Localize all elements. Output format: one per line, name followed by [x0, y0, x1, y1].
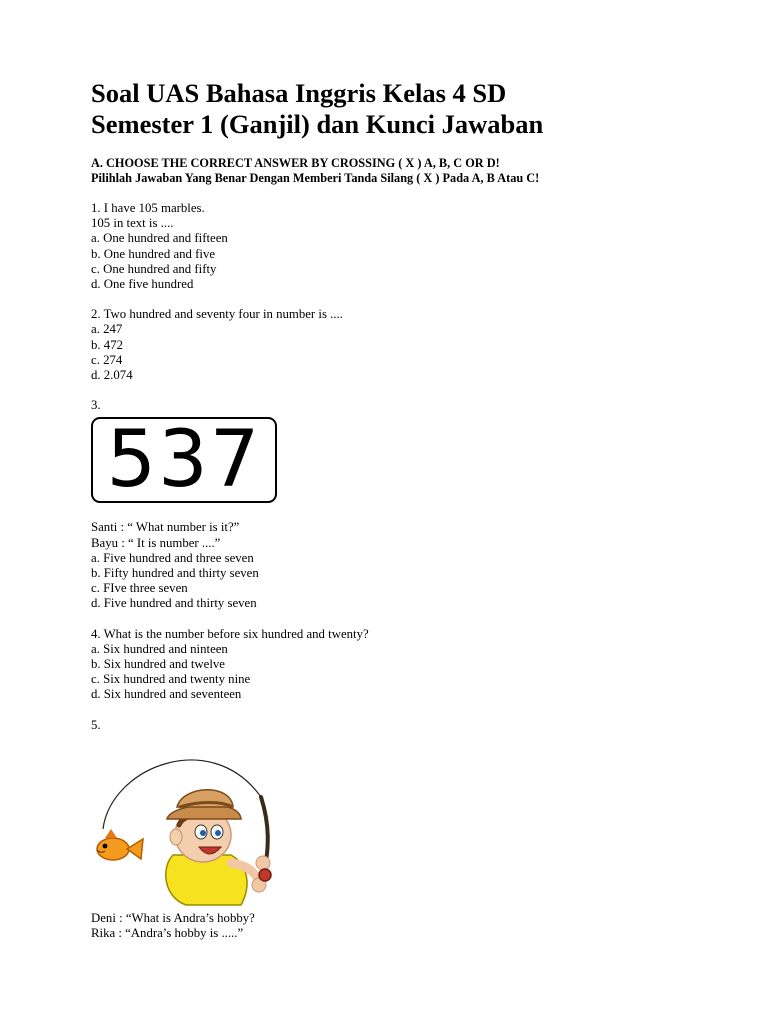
instructions: [91, 156, 731, 186]
question-3-dialog-santi: Santi : “ What number is it?”: [91, 520, 240, 535]
question-1-stem: 1. I have 105 marbles.: [91, 201, 205, 215]
question-4: [91, 627, 731, 703]
question-4-option-c: c. Six hundred and twenty nine: [91, 672, 251, 687]
question-1-option-c: c. One hundred and fifty: [91, 261, 217, 276]
fish-icon: [97, 829, 143, 860]
question-3-option-c: c. FIve three seven: [91, 581, 188, 596]
question-2-option-c: c. 274: [91, 352, 123, 367]
question-1-option-d: d. One five hundred: [91, 277, 194, 292]
question-5-number: 5.: [91, 717, 101, 732]
question-2-option-b: b. 472: [91, 337, 123, 352]
instruction-english: A. CHOOSE THE CORRECT ANSWER BY CROSSING ( X ) A, B, C OR D!: [91, 156, 500, 170]
question-1-prompt: 105 in text is ....: [91, 216, 174, 231]
question-1: [91, 201, 731, 292]
question-2: [91, 307, 731, 383]
instruction-indonesian: Pilihlah Jawaban Yang Benar Dengan Memberi Tanda Silang ( X ) Pada A, B Atau C!: [91, 171, 540, 185]
boy-fishing-illustration: [91, 737, 281, 907]
question-2-option-a: a. 247: [91, 322, 123, 337]
question-4-option-a: a. Six hundred and ninteen: [91, 641, 228, 656]
question-3: [91, 398, 731, 611]
question-1-option-b: b. One hundred and five: [91, 246, 216, 261]
question-1-option-a: a. One hundred and fifteen: [91, 231, 228, 246]
question-3-number: 3.: [91, 398, 101, 413]
question-3-option-d: d. Five hundred and thirty seven: [91, 596, 257, 611]
question-4-option-b: b. Six hundred and twelve: [91, 657, 225, 672]
question-5-dialog-rika: Rika : “Andra’s hobby is .....”: [91, 926, 244, 941]
question-5-dialog-deni: Deni : “What is Andra’s hobby?: [91, 911, 255, 926]
question-4-option-d: d. Six hundred and seventeen: [91, 687, 242, 702]
question-2-stem: 2. Two hundred and seventy four in number is ....: [91, 307, 343, 322]
question-3-option-b: b. Fifty hundred and thirty seven: [91, 566, 259, 581]
number-card-image: 537: [91, 417, 277, 503]
title-line-1: Soal UAS Bahasa Inggris Kelas 4 SD: [91, 78, 507, 108]
question-3-option-a: a. Five hundred and three seven: [91, 550, 254, 565]
question-4-stem: 4. What is the number before six hundred and twenty?: [91, 626, 369, 641]
question-5: [91, 718, 731, 942]
question-2-option-d: d. 2.074: [91, 368, 133, 383]
question-3-dialog-bayu: Bayu : “ It is number ....”: [91, 535, 221, 550]
document-page: [91, 78, 731, 941]
title-line-2: Semester 1 (Ganjil) dan Kunci Jawaban: [91, 109, 544, 139]
page-title: [91, 78, 731, 140]
